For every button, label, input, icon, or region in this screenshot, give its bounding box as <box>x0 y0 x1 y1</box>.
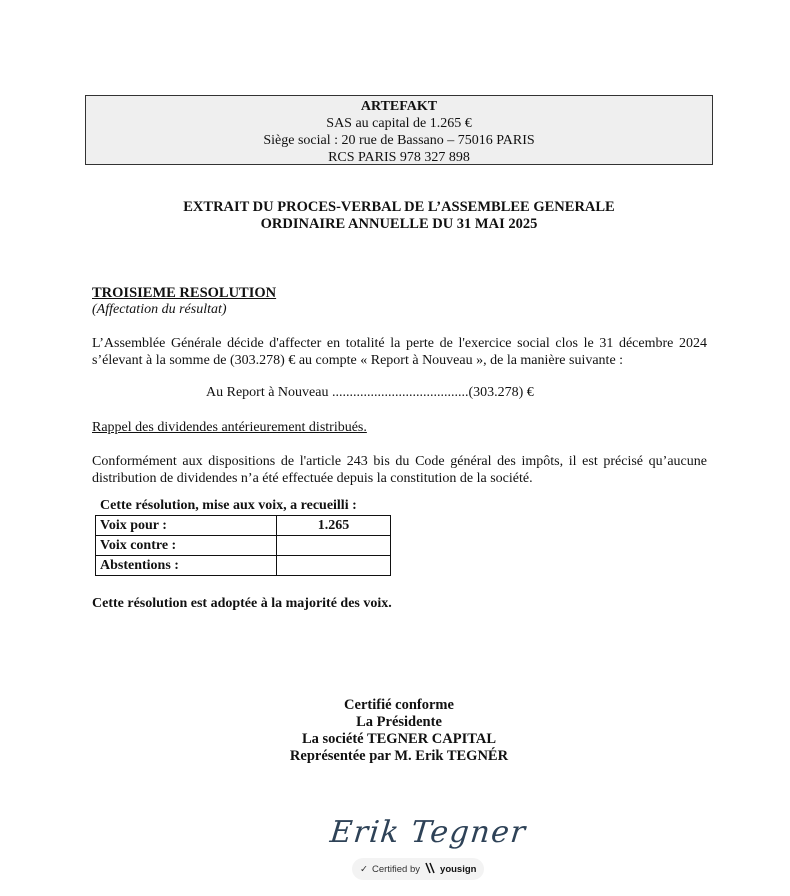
table-row <box>96 556 391 576</box>
certification-line: La société TEGNER CAPITAL <box>301 731 496 747</box>
vote-caption: Cette résolution, mise aux voix, a recueilli : <box>100 498 357 513</box>
company-capital: SAS au capital de 1.265 € <box>326 116 472 131</box>
document-title-line2: ORDINAIRE ANNUELLE DU 31 MAI 2025 <box>260 216 538 232</box>
certification-line: La Présidente <box>356 714 442 730</box>
resolution-subtitle: (Affectation du résultat) <box>92 302 227 317</box>
table-row <box>96 516 391 536</box>
vote-value <box>277 536 391 556</box>
vote-value <box>277 556 391 576</box>
vote-table <box>95 515 391 576</box>
adoption-statement: Cette résolution est adoptée à la majorité des voix. <box>92 596 392 611</box>
certification-block <box>85 697 713 765</box>
resolution-paragraph-2: Conformément aux dispositions de l'article 243 bis du Code général des impôts, il est précisé qu’aucune distribution de dividendes n’a été effectuée depuis la constitution de la société. <box>92 454 707 486</box>
vote-value: 1.265 <box>277 516 391 536</box>
rappel-dividendes-heading: Rappel des dividendes antérieurement distribués. <box>92 420 367 435</box>
report-a-nouveau-line: Au Report à Nouveau .......................................(303.278) € <box>206 385 534 400</box>
checkmark-icon: ✓ <box>360 863 368 875</box>
yousign-certified-badge <box>352 858 484 880</box>
certification-line: Représentée par M. Erik TEGNÉR <box>289 748 509 764</box>
handwritten-signature <box>320 806 529 856</box>
yousign-logo-icon <box>424 862 436 877</box>
signature-image <box>320 806 529 856</box>
vote-label: Voix contre : <box>96 536 277 556</box>
resolution-heading: TROISIEME RESOLUTION <box>92 285 277 301</box>
certification-line: Certifié conforme <box>344 697 454 713</box>
vote-label: Abstentions : <box>96 556 277 576</box>
resolution-paragraph-1: L’Assemblée Générale décide d'affecter en totalité la perte de l'exercice social clos le 31 décembre 2024 s’élevant à la somme de (303.278) € au compte « Report à Nouveau », de la manière suivante : <box>92 336 707 368</box>
badge-brand: yousign <box>440 863 477 875</box>
document-title-line1: EXTRAIT DU PROCES-VERBAL DE L’ASSEMBLEE GENERALE <box>183 199 615 215</box>
document-title <box>85 199 713 233</box>
table-row <box>96 536 391 556</box>
svg-text:Erik Tegner: Erik Tegner <box>328 815 529 850</box>
vote-label: Voix pour : <box>96 516 277 536</box>
company-address: Siège social : 20 rue de Bassano – 75016 PARIS <box>263 133 535 148</box>
badge-text: Certified by <box>371 863 421 875</box>
company-header-box <box>85 95 713 165</box>
company-name: ARTEFAKT <box>360 99 438 114</box>
company-rcs: RCS PARIS 978 327 898 <box>328 150 470 165</box>
